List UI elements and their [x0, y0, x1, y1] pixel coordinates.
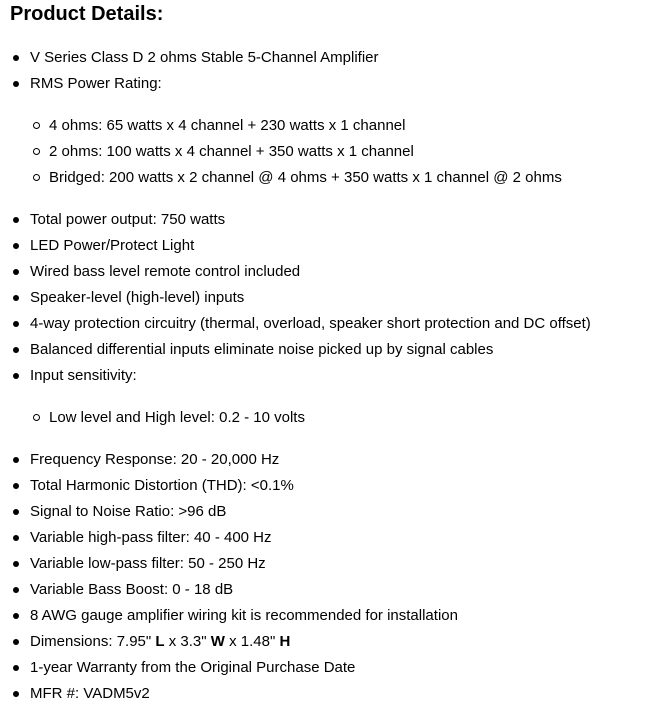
dimensions-prefix: Dimensions: 7.95" [30, 633, 156, 650]
sublist-item-text: Low level and High level: 0.2 - 10 volts [49, 409, 305, 426]
list-item [0, 259, 660, 285]
list-item [0, 285, 660, 311]
list-item-rms [0, 71, 660, 191]
circle-bullet-icon [33, 122, 40, 129]
list-item [0, 499, 660, 525]
sublist-item [30, 113, 660, 139]
list-item [0, 603, 660, 629]
list-item-text: Input sensitivity: [30, 367, 137, 384]
list-item-text: Variable low-pass filter: 50 - 250 Hz [30, 555, 266, 572]
list-item [0, 681, 660, 707]
circle-bullet-icon [33, 174, 40, 181]
list-item-input-sensitivity [0, 363, 660, 431]
list-item-text: Variable high-pass filter: 40 - 400 Hz [30, 529, 272, 546]
bullet-icon [13, 269, 19, 275]
list-item-text: Frequency Response: 20 - 20,000 Hz [30, 451, 280, 468]
list-item-text: Speaker-level (high-level) inputs [30, 289, 245, 306]
bullet-icon [13, 691, 19, 697]
list-item-text: Total Harmonic Distortion (THD): <0.1% [30, 477, 294, 494]
product-details-list [0, 45, 660, 707]
list-item-text: LED Power/Protect Light [30, 237, 195, 254]
list-item-text: MFR #: VADM5v2 [30, 685, 150, 702]
rms-sublist [30, 113, 660, 191]
list-item-text: RMS Power Rating: [30, 75, 162, 92]
bullet-icon [13, 483, 19, 489]
list-item [0, 207, 660, 233]
sensitivity-sublist [30, 405, 660, 431]
list-item [0, 525, 660, 551]
list-item-dimensions [0, 629, 660, 655]
dimensions-l-label: L [155, 633, 165, 650]
bullet-icon [13, 217, 19, 223]
sublist-item-text: 2 ohms: 100 watts x 4 channel + 350 watts x 1 channel [49, 143, 414, 160]
circle-bullet-icon [33, 414, 40, 421]
sublist-item [30, 139, 660, 165]
dimensions-mid1: x 3.3" [164, 633, 211, 650]
list-item-text: Signal to Noise Ratio: >96 dB [30, 503, 227, 520]
dimensions-mid2: x 1.48" [224, 633, 280, 650]
bullet-icon [13, 55, 19, 61]
bullet-icon [13, 665, 19, 671]
sublist-item [30, 165, 660, 191]
bullet-icon [13, 243, 19, 249]
list-item [0, 577, 660, 603]
sublist-item-text: 4 ohms: 65 watts x 4 channel + 230 watts x 1 channel [49, 117, 406, 134]
list-item [0, 45, 660, 71]
sublist-item [30, 405, 660, 431]
bullet-icon [13, 81, 19, 87]
list-item-text: V Series Class D 2 ohms Stable 5-Channel Amplifier [30, 49, 379, 66]
bullet-icon [13, 587, 19, 593]
page-title: Product Details: [10, 3, 164, 25]
dimensions-h-label: H [279, 633, 291, 650]
bullet-icon [13, 347, 19, 353]
dimensions-w-label: W [210, 633, 225, 650]
list-item [0, 655, 660, 681]
bullet-icon [13, 295, 19, 301]
bullet-icon [13, 321, 19, 327]
bullet-icon [13, 457, 19, 463]
bullet-icon [13, 373, 19, 379]
bullet-icon [13, 509, 19, 515]
list-item-text: 4-way protection circuitry (thermal, overload, speaker short protection and DC offset) [30, 315, 591, 332]
circle-bullet-icon [33, 148, 40, 155]
list-item-text: Variable Bass Boost: 0 - 18 dB [30, 581, 234, 598]
list-item [0, 447, 660, 473]
list-item [0, 337, 660, 363]
bullet-icon [13, 535, 19, 541]
bullet-icon [13, 561, 19, 567]
list-item [0, 551, 660, 577]
list-item-text: 8 AWG gauge amplifier wiring kit is recommended for installation [30, 607, 458, 624]
list-item [0, 311, 660, 337]
list-item-text: Total power output: 750 watts [30, 211, 226, 228]
list-item-text: 1-year Warranty from the Original Purchase Date [30, 659, 356, 676]
sublist-item-text: Bridged: 200 watts x 2 channel @ 4 ohms + 350 watts x 1 channel @ 2 ohms [49, 169, 562, 186]
list-item [0, 473, 660, 499]
list-item-text: Balanced differential inputs eliminate noise picked up by signal cables [30, 341, 494, 358]
list-item [0, 233, 660, 259]
list-item-text: Wired bass level remote control included [30, 263, 301, 280]
bullet-icon [13, 613, 19, 619]
bullet-icon [13, 639, 19, 645]
